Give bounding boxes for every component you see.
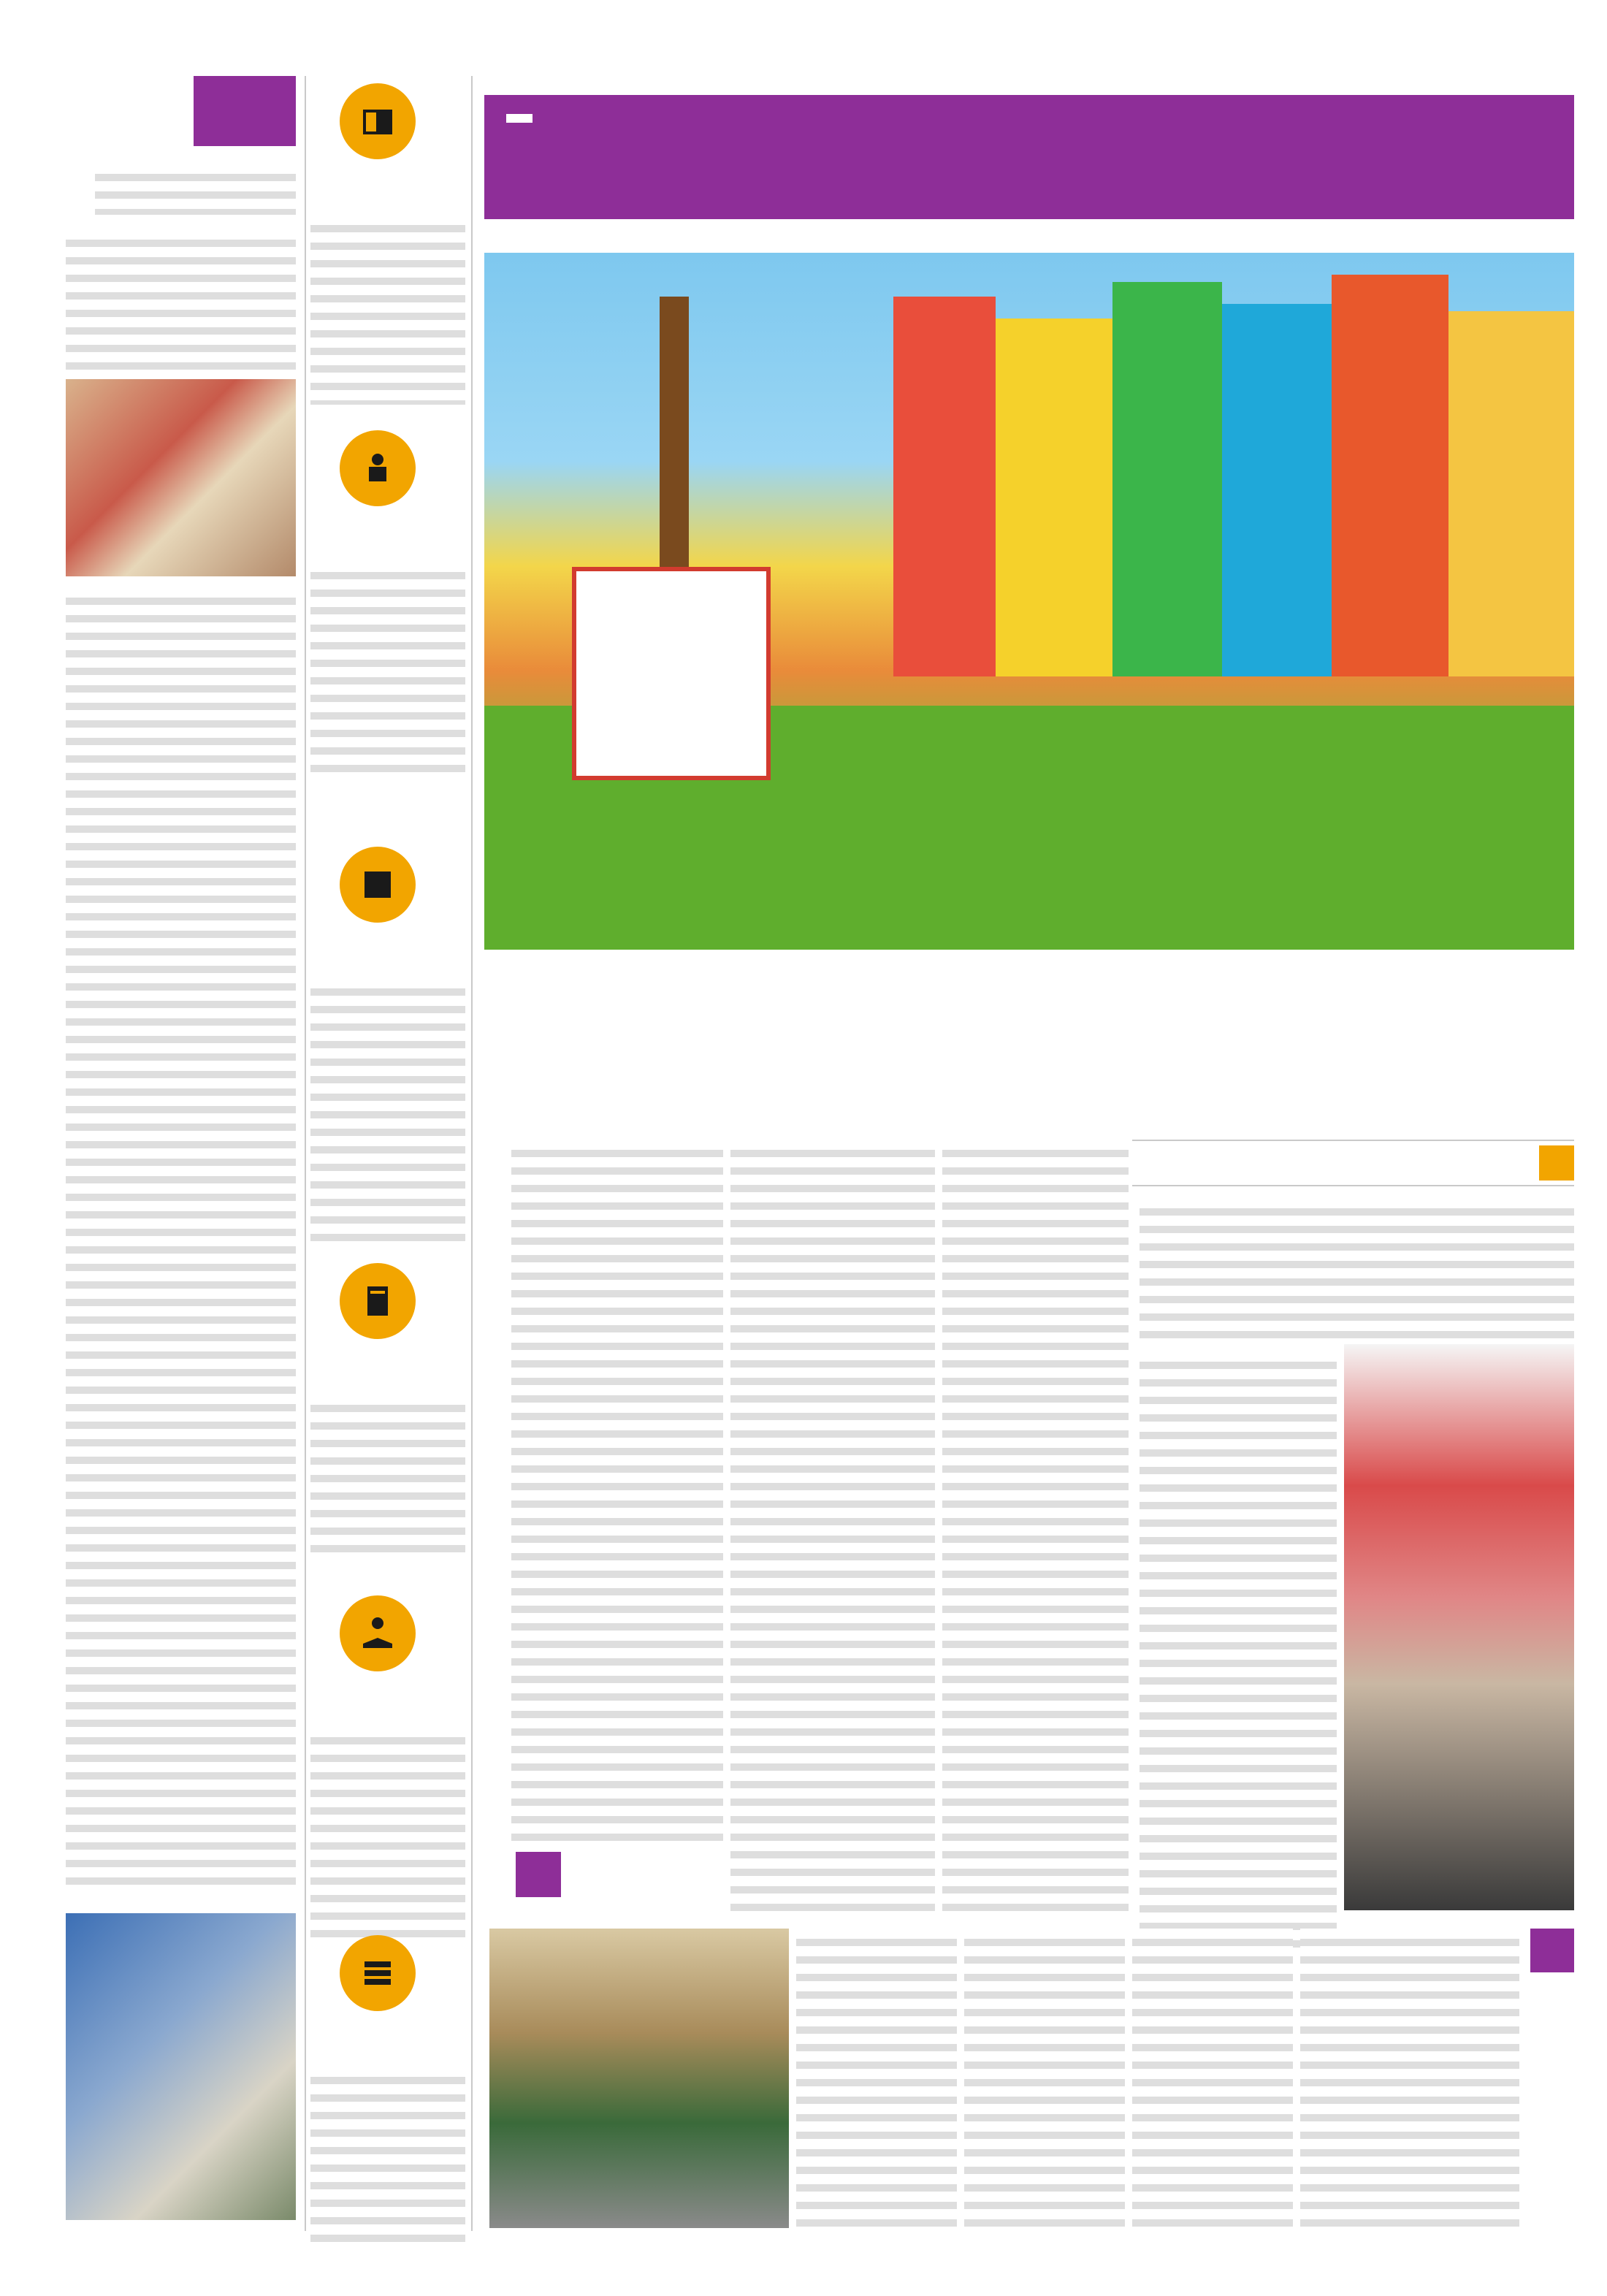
books-icon (340, 83, 416, 159)
photo-decor (1112, 282, 1222, 676)
article-column (511, 1140, 723, 1848)
photo-decor (1222, 304, 1332, 676)
section-marker (1530, 1929, 1574, 1972)
photo-decor (996, 319, 1112, 676)
report-photo (66, 379, 296, 576)
column-divider (305, 76, 306, 2231)
paper-icon (340, 1935, 416, 2011)
sidebar-item-text (310, 1727, 465, 1946)
article-column (1140, 1351, 1337, 1950)
masthead-date-strip (484, 76, 1574, 97)
bottom-column (964, 1929, 1125, 2228)
reading-icon (340, 1595, 416, 1671)
photo-decor (572, 567, 771, 780)
interviewee-portrait (1344, 1344, 1574, 1910)
photo-decor (893, 297, 996, 676)
article-column (1140, 1198, 1574, 1344)
sidebar-item-text (310, 2067, 465, 2242)
bottom-column (796, 1929, 957, 2228)
news-sidebar (310, 76, 465, 2231)
bottom-column (1300, 1929, 1519, 2228)
sidebar-item-text (310, 1395, 465, 1563)
sidebar-item-text (310, 562, 465, 774)
column-divider (471, 76, 473, 2231)
byline-icon (1539, 1145, 1574, 1181)
main-photo (484, 253, 1574, 950)
masthead-section-logo (506, 114, 533, 123)
book-icon (340, 847, 416, 923)
masthead (484, 76, 1574, 219)
report-body (66, 587, 296, 1895)
sidebar-item-text (310, 978, 465, 1248)
sidebar-item-text (310, 215, 465, 405)
photo-decor (1448, 311, 1574, 676)
article-column (730, 1140, 935, 1921)
report-title (95, 164, 296, 215)
report-column (66, 76, 296, 2231)
photo-decor (1332, 275, 1448, 676)
bottom-photo (489, 1929, 789, 2228)
section-label-box (194, 76, 296, 146)
article-column (942, 1140, 1129, 1921)
clipboard-icon (340, 1263, 416, 1339)
student-icon (340, 430, 416, 506)
byline-box (1132, 1140, 1574, 1186)
report-photo (66, 1913, 296, 2220)
bottom-column (1132, 1929, 1293, 2228)
section-marker (516, 1852, 561, 1897)
